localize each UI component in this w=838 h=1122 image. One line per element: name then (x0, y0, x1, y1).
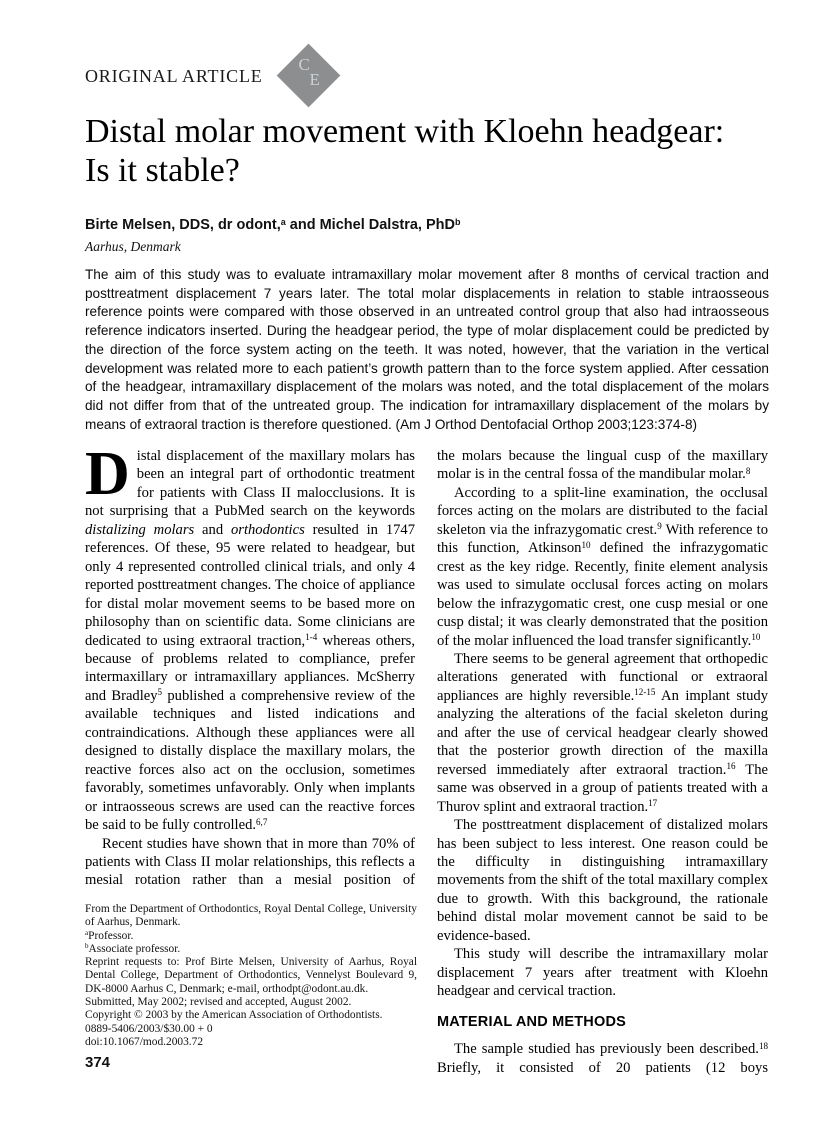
paragraph-orthopedic: There seems to be general agreement that orthopedic alterations generated with functional or extraoral appliances are highly reversible.$^{12-15}$ An implant study analyzing the alterations of the facial skeleton during and after the use of cervical headgear clearly showed that the posterior growth direction of the maxilla reversed immediately after extraoral traction.$^{16}$ The same was observed in a group of patients treated with a Thurov splint and extraoral traction.$^{17}$ (437, 650, 768, 815)
footnote-submitted: Submitted, May 2002; revised and accepted, August 2002. (85, 996, 352, 1009)
ce-letter-c: C (298, 55, 310, 74)
paragraph-posttreatment: The posttreatment displacement of distalized molars has been subject to less interest. One reason could be the difficulty in distinguishing intramaxillary movements from the shift of the total maxillary complex due to growth. With this background, the rationale behind distal molar movement cannot be said to be evidence-based. (437, 817, 768, 944)
authors-location: Aarhus, Denmark (85, 239, 181, 254)
footnote-copyright: Copyright © 2003 by the American Association of Orthodontists. (85, 1009, 383, 1022)
footnote-reprint-requests: Reprint requests to: Prof Birte Melsen, University of Aarhus, Royal Dental College, Department of Orthodontics, Vennelyst Boulevard 9, DK-8000 Aarhus C, Denmark; e-mail, orthodpt@odont.au.dk. (85, 956, 417, 995)
article-title-line1: Distal molar movement with Kloehn headgear: (85, 113, 725, 150)
paragraph-sample: The sample studied has previously been described.$^{18}$ Briefly, it consisted of 20 patients (12 boys (437, 1040, 768, 1076)
authors-byline: Birte Melsen, DDS, dr odont,$^a$ and Michel Dalstra, PhD$^b$ (85, 216, 461, 233)
ce-diamond-shape (276, 44, 340, 108)
dropcap-letter: D (85, 440, 130, 508)
paragraph-continuation: the molars because the lingual cusp of the maxillary molar is in the central fossa of the mandibular molar.$^8$ (437, 448, 768, 483)
ce-logo-icon (277, 44, 341, 108)
article-title-line2: Is it stable? (85, 152, 240, 189)
footnote-doi: doi:10.1067/mod.2003.72 (85, 1035, 204, 1048)
paragraph-splitline: According to a split-line examination, the occlusal forces acting on the molars are distributed to the facial skeleton via the infrazygomatic crest.$^9$ With reference to this function, Atkinson$^{10}$ defined the infrazygomatic crest as the key ridge. Recently, finite element analysis was used to simulate occlusal forces acting on molars below the infrazygomatic crest, one cusp mesial or one cusp distal; it was clearly demonstrated that the position of the molar influenced the load transfer significantly.$^{10}$ (437, 484, 769, 649)
paragraph-intro (85, 440, 416, 835)
paragraph-study-aim: This study will describe the intramaxillary molar displacement 7 years after treatment with Kloehn headgear and cervical traction. (437, 946, 768, 1000)
section-heading-material-methods: MATERIAL AND METHODS (437, 1013, 627, 1030)
article-type-label: ORIGINAL ARTICLE (85, 65, 263, 86)
footnote-block (85, 903, 417, 1049)
footnote-issn: 0889-5406/2003/$30.00 + 0 (85, 1022, 213, 1035)
left-column (85, 440, 416, 890)
abstract-text: The aim of this study was to evaluate intramaxillary molar movement after 8 months of cervical traction and posttreatment displacement 7 years later. The total molar displacements in relation to stable intraosseous reference points were compared with those observed in an untreated control group that also had intraosseous reference indicators inserted. During the headgear period, the type of molar displacement could be predicted by the direction of the force system acting on the teeth. It was noted, however, that the variation in the vertical development was related more to each patient’s growth pattern than to the force system applied. After cessation of the headgear, intramaxillary displacement of the molars was noted, and the total displacement of the molars did not differ from that of the untreated group. The indication for intramaxillary displacement of the molars by means of extraoral traction is therefore questioned. (Am J Orthod Dentofacial Orthop 2003;123:374-8) (85, 267, 769, 432)
footnote-associate-professor: $^b$Associate professor. (85, 942, 181, 955)
page-number: 374 (85, 1054, 111, 1071)
footnote-professor: $^a$Professor. (85, 929, 134, 942)
article-title (85, 112, 785, 190)
article-type-header (85, 44, 341, 108)
paragraph-recent-studies: Recent studies have shown that in more than 70% of patients with Class II molar relationships, this reflects a mesial rotation rather than a mesial position of (85, 835, 415, 889)
right-column (437, 447, 768, 1077)
ce-letter-e: E (309, 70, 320, 89)
paragraph-intro-text: istal displacement of the maxillary molars has been an integral part of orthodontic treatment for patients with Class II malocclusions. It is not surprising that a PubMed search on the keywords distalizing molars and orthodontics resulted in 1747 references. Of these, 95 were related to headgear, but only 4 represented controlled clinical trials, and only 4 reported posttreatment changes. The choice of appliance for distal molar movement seems to be based more on philosophy than on scientific data. Some clinicians are dedicated to using extraoral traction,$^{1-4}$ whereas others, because of problems related to compliance, prefer intermaxillary or intramaxillary appliances. McSherry and Bradley$^5$ published a comprehensive review of the available techniques and listed indications and contraindications. Although these appliances were all designed to distally displace the maxillary molars, the reactive forces also act on the occlusion, sometimes favorably, sometimes unfavorably. Only when implants or intraosseous screws are used can the reactive forces be said to be fully controlled.$^{6,7}$ (85, 448, 416, 834)
footnote-affiliation: From the Department of Orthodontics, Royal Dental College, University of Aarhus, Denmark. (85, 903, 417, 929)
